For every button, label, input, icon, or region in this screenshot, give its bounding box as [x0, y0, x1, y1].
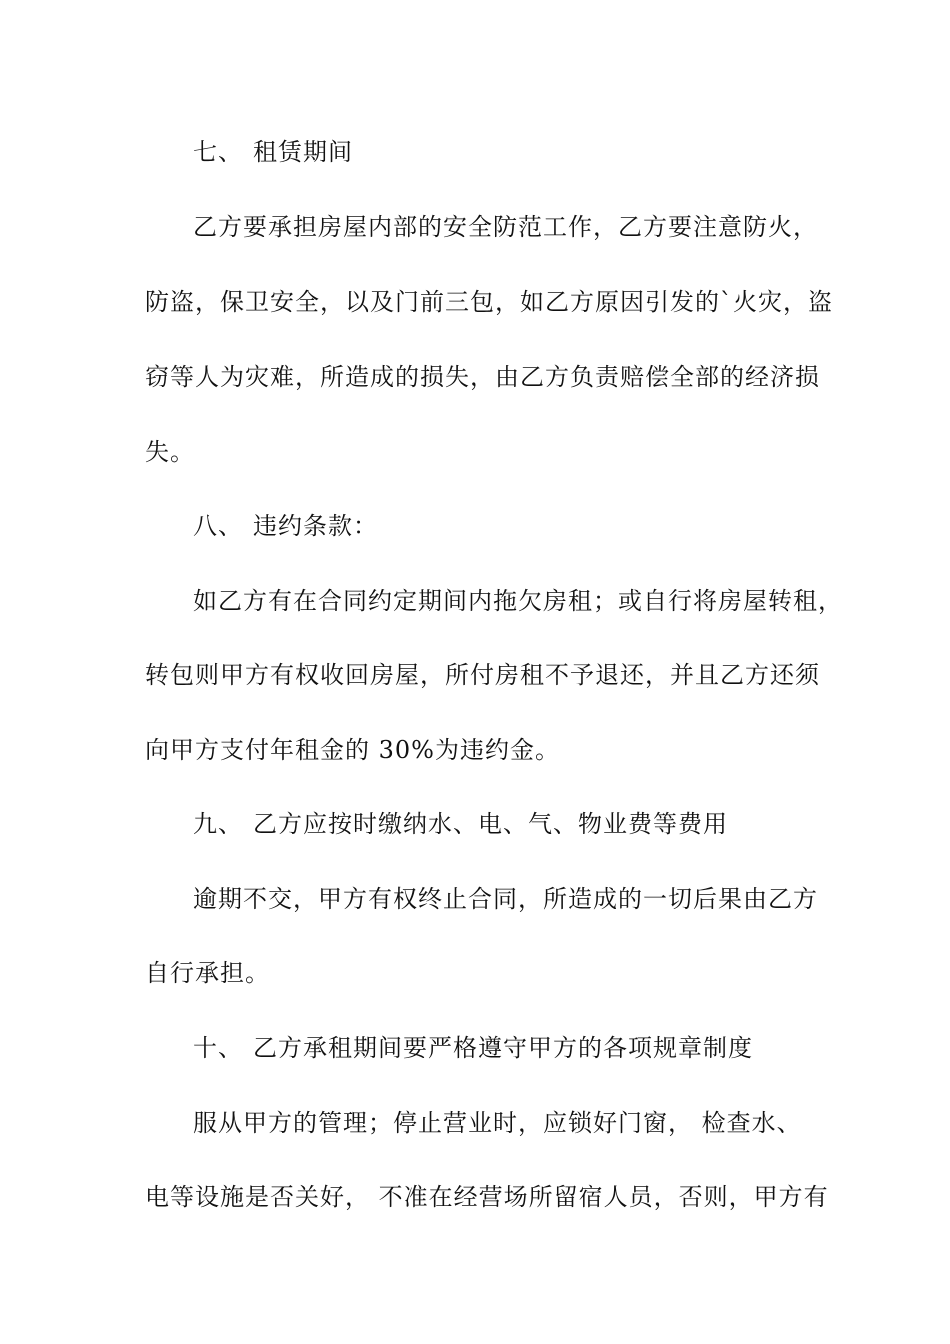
paragraph-line: 向甲方支付年租金的 30%为违约金。: [145, 736, 560, 764]
section-number: 十、: [193, 1034, 243, 1062]
section-title: 租赁期间: [253, 138, 353, 166]
section-title: 乙方承租期间要严格遵守甲方的各项规章制度: [253, 1034, 753, 1062]
paragraph-line: 逾期不交，甲方有权终止合同，所造成的一切后果由乙方: [193, 885, 818, 913]
paragraph-line: 自行承担。: [145, 959, 270, 987]
paragraph-line: 乙方要承担房屋内部的安全防范工作，乙方要注意防火，: [193, 213, 818, 241]
section-number: 八、: [193, 512, 243, 540]
section-heading-10: [193, 1033, 753, 1063]
section-number: 九、: [193, 810, 243, 838]
paragraph-line: 失。: [145, 438, 195, 466]
paragraph-line: 窃等人为灾难，所造成的损失，由乙方负责赔偿全部的经济损: [145, 363, 820, 391]
paragraph-line: 如乙方有在合同约定期间内拖欠房租；或自行将房屋转租，: [193, 587, 843, 615]
section-heading-7: [193, 137, 353, 167]
paragraph-line: 电等设施是否关好， 不准在经营场所留宿人员，否则，甲方有: [145, 1183, 829, 1211]
section-heading-8: [193, 511, 378, 541]
paragraph-line: 转包则甲方有权收回房屋，所付房租不予退还，并且乙方还须: [145, 661, 820, 689]
section-heading-9: [193, 809, 728, 839]
paragraph-line: 服从甲方的管理；停止营业时，应锁好门窗， 检查水、: [193, 1109, 802, 1137]
section-number: 七、: [193, 138, 243, 166]
paragraph-line: 防盗，保卫安全，以及门前三包，如乙方原因引发的`火灾，盗: [145, 288, 833, 316]
section-title: 乙方应按时缴纳水、电、气、物业费等费用: [253, 810, 728, 838]
section-title: 违约条款：: [253, 512, 378, 540]
